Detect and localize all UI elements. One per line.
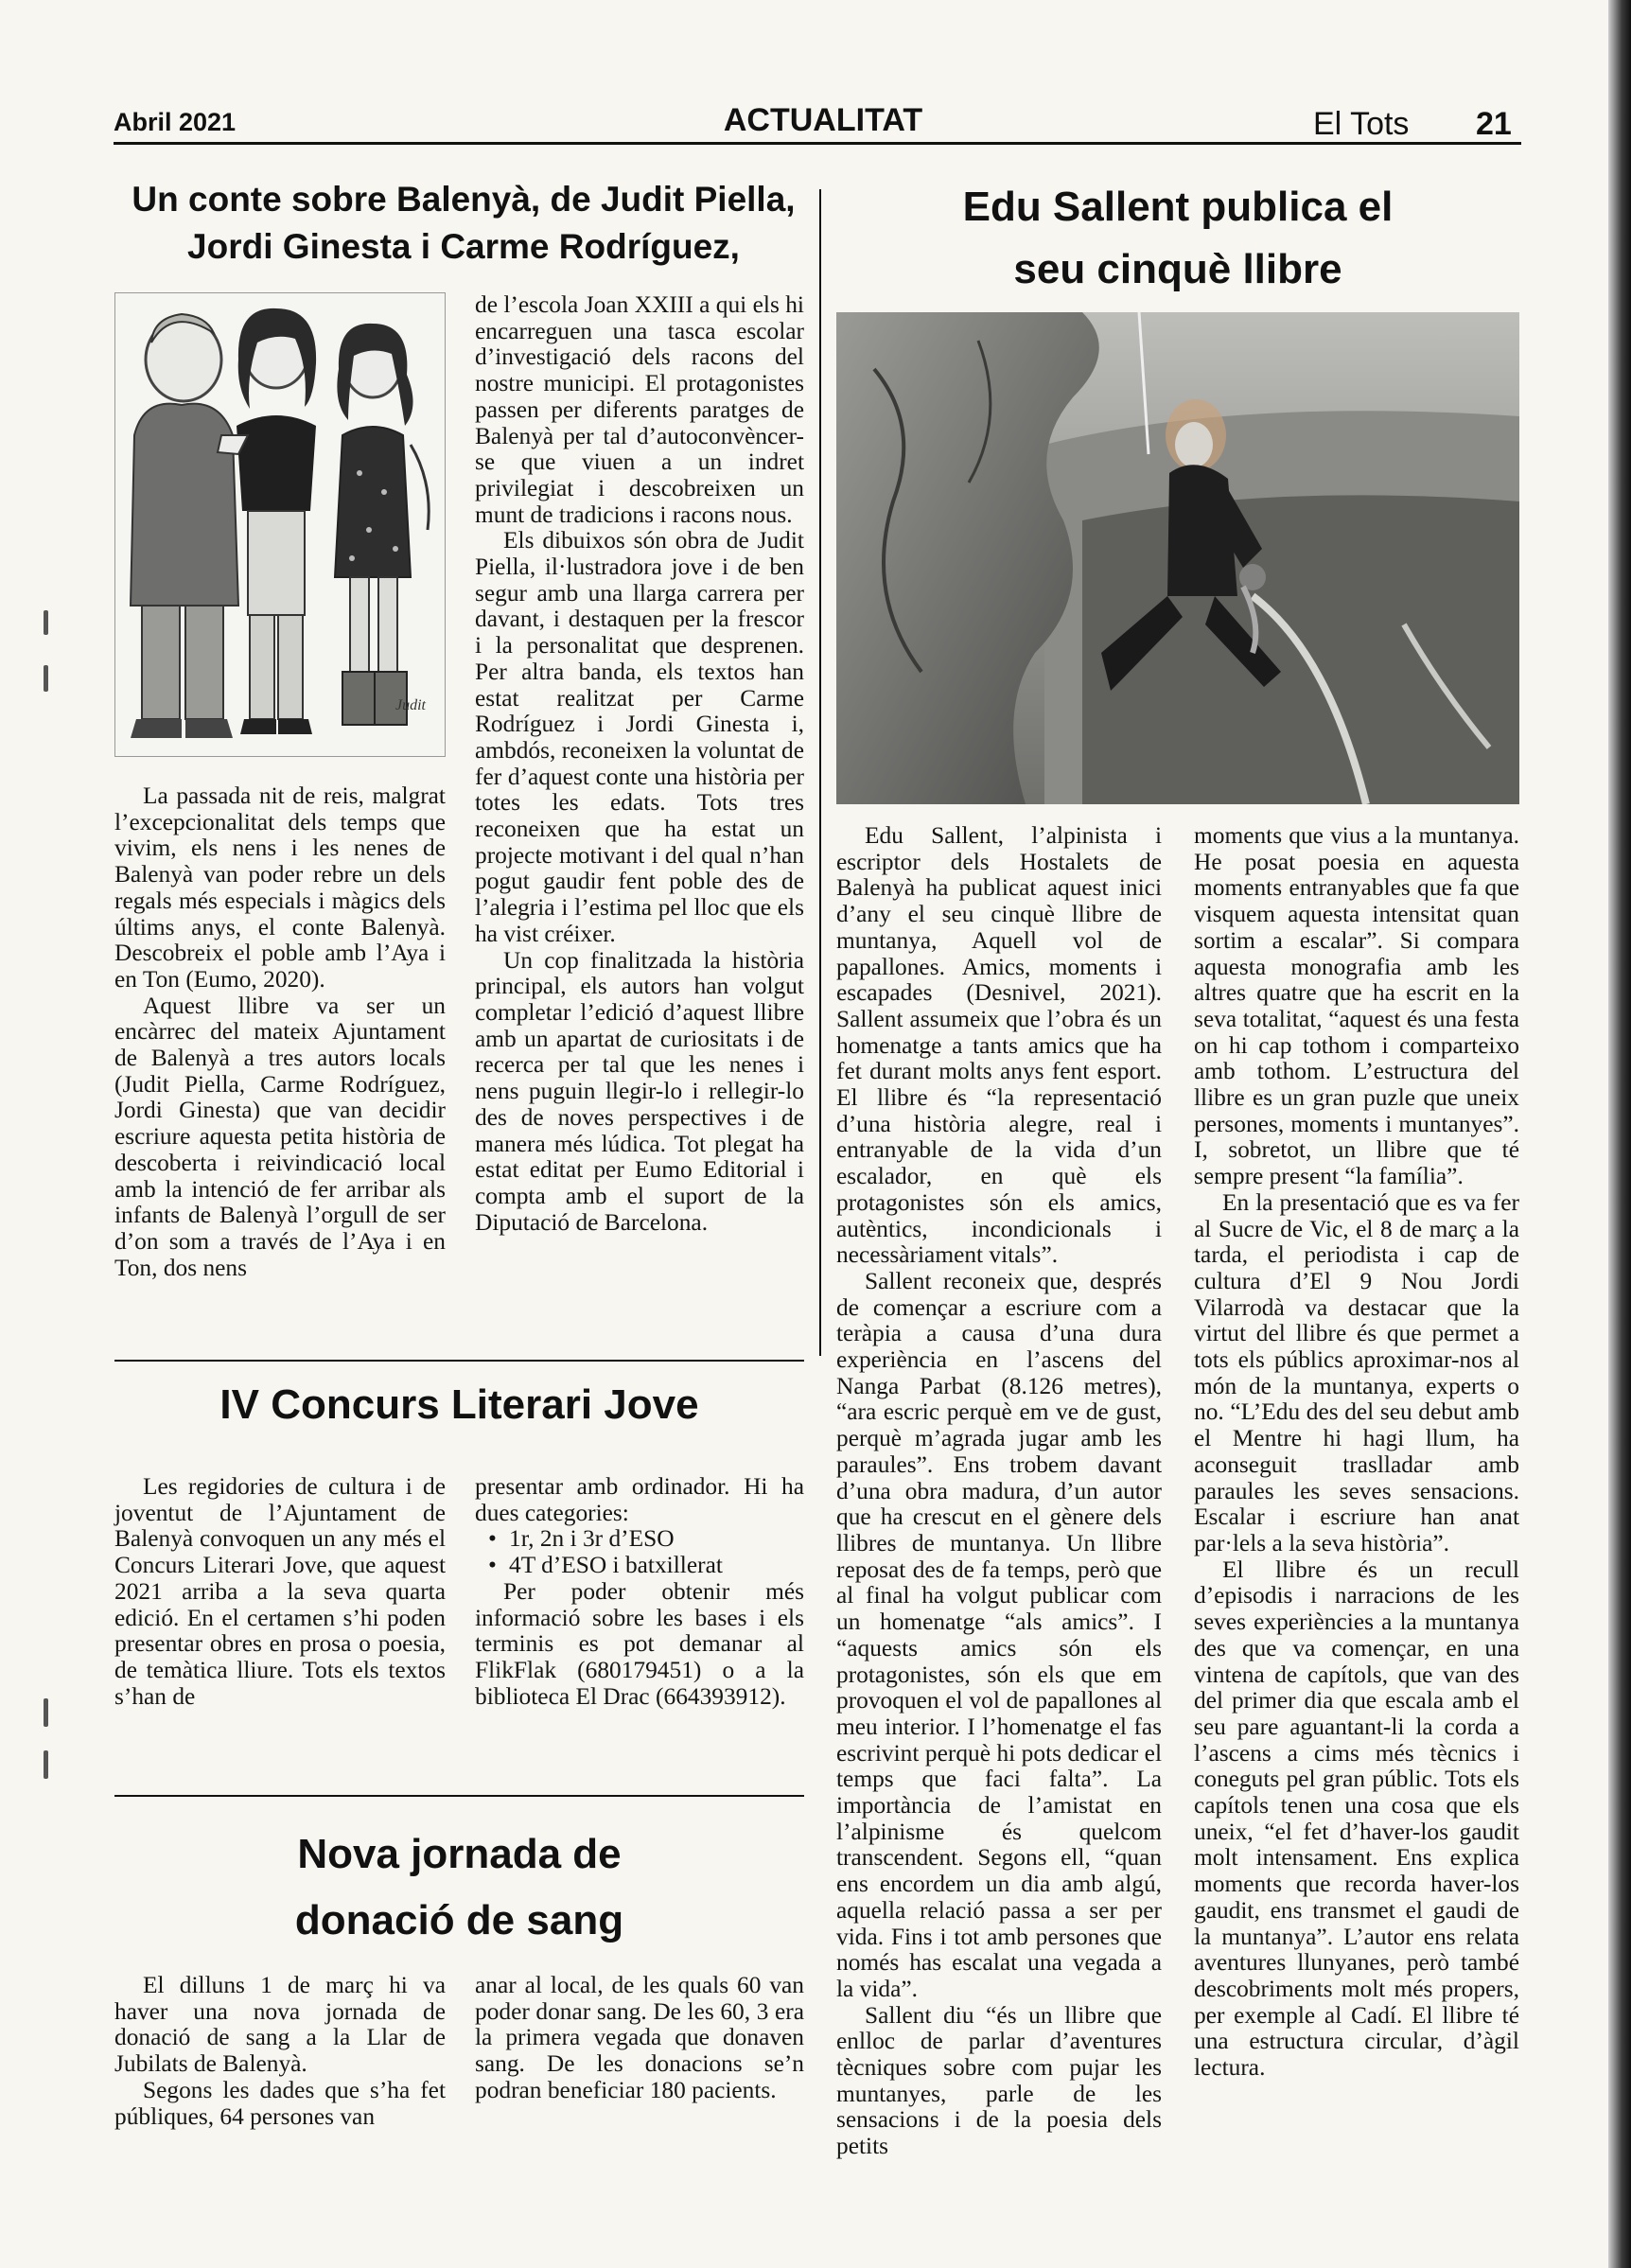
article-conte-title [112,176,816,271]
paragraph: presentar amb ordinador. Hi ha dues categories: [475,1473,804,1526]
article-concurs-title: IV Concurs Literari Jove [219,1381,699,1428]
paragraph: Aquest llibre va ser un encàrrec del mateix Ajuntament de Balenyà a tres autors locals (Judit Piella, Carme Rodríguez, Jordi Ginesta) que van decidir escriure aquesta petita història de descoberta i reivindicació local amb la intenció de fer arribar als infants de Balenyà l’orgull de ser d’on som a través de l’Aya i en Ton, dos nens [114,992,446,1281]
article-sang-title-line2: donació de sang [294,1897,624,1943]
binder-mark [44,1698,48,1727]
binder-mark [44,665,48,692]
article-edu-col1 [836,823,1162,2160]
binder-mark [44,610,48,635]
book-illustration [114,292,446,757]
column-divider [819,189,821,1356]
article-edu-title-line2: seu cinquè llibre [1013,246,1342,292]
header-section: ACTUALITAT [723,102,923,138]
paragraph: Segons les dades que s’ha fet públiques, 64 persones van [114,2076,446,2130]
header-date: Abril 2021 [114,108,237,136]
paragraph: El llibre és un recull d’episodis i narracions de les seves experiències a la muntanya des que va començar, en una vintena de capítols, que van des del primer dia que escala amb el seu pare aguantant-li la corda a l’ascens a cims més tècnics i coneguts pel gran públic. Tots els capítols tenen una cosa que els uneix, “el fet d’haver-los gaudit molt intensament. Ens explica moments que recorda haver-los gaudit, ens transmet el gaudi de la muntanya”. L’autor ens relata aventures llunyanes, però també descobriments molt més propers, per exemple al Cadí. El llibre té una estructura circular, d’àgil lectura. [1194,1556,1519,2082]
header-page-number: 21 [1476,106,1512,142]
paragraph: moments que vius a la muntanya. He posat poesia en aquesta moments entranyables que fa que visquem aquesta intensitat quan sortim a escalar”. Si compara aquesta monografia amb les altres quatre que ha escrit en la seva totalitat, “aquest és una festa on hi cap tothom i comparteixo amb tothom. L’estructura del llibre es un gran puzle que uneix persones, moments i muntanyes”. I, sobretot, un llibre que té sempre present “la família”. [1194,822,1519,1190]
article-conte-col1 [114,783,446,1281]
article-sang-col1 [114,1973,446,2130]
section-rule [114,1795,804,1797]
article-sang-title [114,1821,804,1954]
paragraph: La passada nit de reis, malgrat l’excepcionalitat dels temps que vivim, els nens i les nenes de Balenyà van poder rebre un dels regals més especials i màgics dels últims anys, el conte Balenyà. Descobreix el poble amb l’Aya i en Ton (Eumo, 2020). [114,782,446,993]
article-edu-title [834,176,1521,301]
illustration-three-characters [115,293,445,756]
article-conte-title-line2: Jordi Ginesta i Carme Rodríguez, [187,227,740,266]
section-rule [114,1360,804,1362]
article-edu-col2 [1194,823,1519,2082]
climber-photo [836,312,1519,804]
paragraph: Edu Sallent, l’alpinista i escriptor dels Hostalets de Balenyà ha publicat aquest inici d’any el seu cinquè llibre de muntanya, Aquell vol de papallones. Amics, moments i escapades (Desnivel, 2021). Sallent assumeix que l’obra és un homenatge a tants amics que ha fet durant molts anys fent esport. El llibre és “la representació d’una història alegre, real i entranyable de la vida d’un escalador, en què els protagonistes són els amics, autèntics, incondicionals i necessàriament vitals”. [836,822,1162,1269]
paragraph: El dilluns 1 de març hi va haver una nova jornada de donació de sang a la Llar de Jubilats de Balenyà. [114,1972,446,2078]
climber-photo-image [836,312,1519,804]
paragraph: anar al local, de les quals 60 van poder donar sang. De les 60, 3 era la primera vegada que donaven sang. De les donacions se’n podran beneficiar 180 pacients. [475,1972,804,2103]
paragraph: Per poder obtenir més informació sobre les bases i els terminis es pot demanar al FlikFlak (680179451) o a la biblioteca El Drac (664393912). [475,1577,804,1710]
article-concurs-col2 [475,1474,804,1710]
paragraph: Els dibuixos són obra de Judit Piella, il·lustradora jove i de ben segur amb una llarga carrera per davant, i destaquen per la frescor i la personalitat que desprenen. Per altra banda, els textos han estat realitzat per Carme Rodríguez i Jordi Ginesta i, ambdós, reconeixen la voluntat de fer d’aquest conte una història per totes les edats. Tots tres reconeixen que ha estat un projecte motivant i del qual n’han pogut gaudir fent poble des de l’alegria i l’estima pel lloc que els ha vist créixer. [475,527,804,947]
category-item: • 4T d’ESO i batxillerat [509,1553,804,1579]
article-edu-title-line1: Edu Sallent publica el [962,184,1394,230]
illustration-signature: Judit [395,697,426,713]
paragraph: Un cop finalitzada la història principal, els autors han volgut completar l’edició d’aquest llibre amb un apartat de curiositats i de recerca per tal que les nenes i nens puguin llegir-lo i rellegir-lo des de noves perspectives i de manera més lúdica. Tot plegat ha estat editat per Eumo Editorial i compta amb el suport de la Diputació de Barcelona. [475,946,804,1236]
page-edge-shadow [1608,0,1631,2268]
article-conte-col2 [475,292,804,1236]
paragraph: Sallent reconeix que, després de començar a escriure com a teràpia a causa d’una dura experiència en l’ascens del Nanga Parbat (8.126 metres), “ara escric perquè em ve de gust, perquè m’agrada jugar amb les paraules”. Ens trobem davant d’una obra madura, d’un autor que ha crescut en el gènere dels llibres de muntanya. Un llibre reposat des de fa temps, però que al final ha volgut publicar com un homenatge “als amics”. I “aquests amics són els protagonistes, són els que em provoquen el vol de papallones al meu interior. I l’homenatge el fas escrivint perquè hi pots dedicar el temps que faci falta”. La importància de l’amistat en l’alpinisme és quelcom transcendent. Segons ell, “quan ens encordem un dia amb algú, aquella relació passa a ser per vida. Fins i tot amb persones que només has escalat una vegada a la vida”. [836,1267,1162,2002]
paragraph: Les regidories de cultura i de joventut de l’Ajuntament de Balenyà convoquen un any més el Concurs Literari Jove, que aquest 2021 arriba a la seva quarta edició. En el certamen s’hi poden presentar obres en prosa o poesia, de temàtica lliure. Tots els textos s’han de [114,1473,446,1710]
category-item: • 1r, 2n i 3r d’ESO [509,1526,804,1553]
categories-list [475,1526,804,1578]
binder-mark [44,1750,48,1779]
article-sang-title-line1: Nova jornada de [297,1831,622,1877]
article-conte-title-line1: Un conte sobre Balenyà, de Judit Piella, [132,180,796,219]
paragraph: Sallent diu “és un llibre que enlloc de parlar d’aventures tècniques sobre com pujar les muntanyes, parle de les sensacions i de la poesia dels petits [836,2001,1162,2160]
article-sang-col2 [475,1973,804,2104]
article-concurs-col1 [114,1474,446,1710]
paragraph: de l’escola Joan XXIII a qui els hi encarreguen una tasca escolar d’investigació dels racons del nostre municipi. El protagonistes passen per diferents paratges de Balenyà per tal d’autoconvèncer-se que viuen a un indret privilegiat i descobreixen un munt de tradicions i racons nous. [475,291,804,528]
paragraph: En la presentació que es va fer al Sucre de Vic, el 8 de març a la tarda, el periodista i cap de cultura d’El 9 Nou Jordi Vilarrodà va destacar que la virtut del llibre és que permet a tots els públics aproximar-nos al món de la muntanya, experts o no. “L’Edu des del seu debut amb el Mentre hi hagi llum, ha aconseguit traslladar amb paraules les seves sensacions. Escalar i escriure han anat par·lels a la seva història”. [1194,1188,1519,1556]
header-publication: El Tots [1313,106,1410,142]
header-rule [114,142,1521,145]
